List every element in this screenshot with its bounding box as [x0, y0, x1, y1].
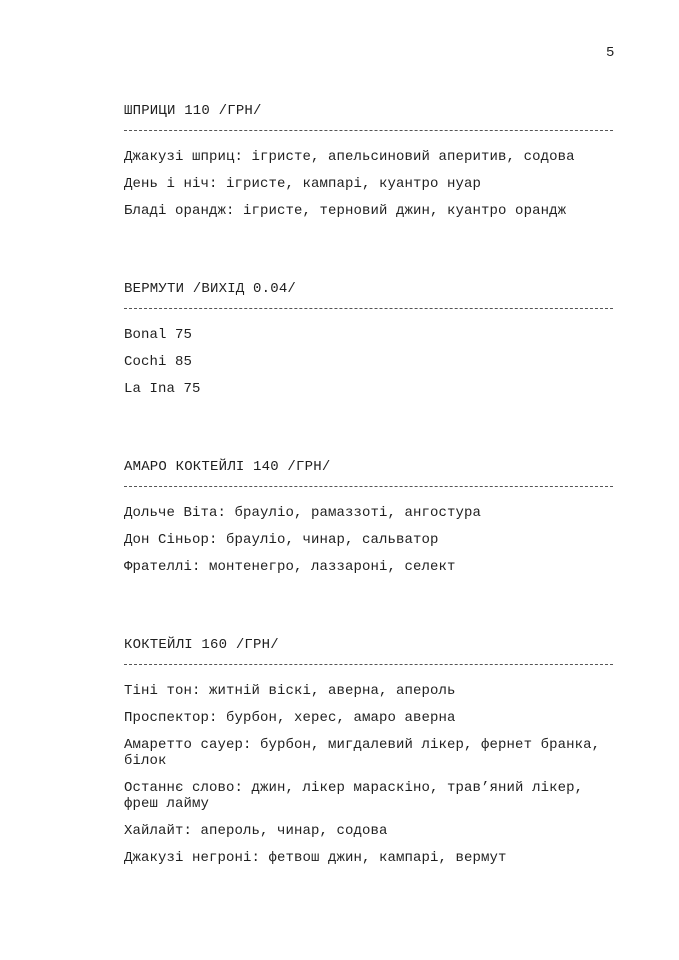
- menu-item: Проспектор: бурбон, херес, амаро аверна: [124, 710, 456, 726]
- section-title: КОКТЕЙЛІ 160 /ГРН/: [124, 637, 279, 653]
- item-list: [124, 683, 619, 866]
- menu-item: La Ina 75: [124, 381, 201, 397]
- menu-item: Останнє слово: джин, лікер мараскіно, трав’яний лікер, фреш лайму: [124, 780, 584, 812]
- menu-item: День і ніч: ігристе, кампарі, куантро нуар: [124, 176, 482, 192]
- section-title: АМАРО КОКТЕЙЛІ 140 /ГРН/: [124, 459, 331, 475]
- page-number: 5: [606, 45, 615, 61]
- section-vermouth: [124, 281, 619, 408]
- item-list: [124, 505, 619, 575]
- menu-item: Тіні тон: житній віскі, аверна, апероль: [124, 683, 456, 699]
- menu-item: Фрателлі: монтенегро, лаззароні, селект: [124, 559, 456, 575]
- menu-item: Bonal 75: [124, 327, 193, 343]
- section-spritz: [124, 103, 619, 230]
- dashed-divider: [124, 486, 613, 487]
- menu-item: Дон Сіньор: брауліо, чинар, сальватор: [124, 532, 439, 548]
- menu-item: Cochi 85: [124, 354, 193, 370]
- section-amaro-cocktails: [124, 459, 619, 586]
- section-title: ШПРИЦИ 110 /ГРН/: [124, 103, 262, 119]
- menu-item: Бладі орандж: ігристе, терновий джин, куантро орандж: [124, 203, 567, 219]
- menu-item: Амаретто сауер: бурбон, мигдалевий лікер, фернет бранка, білок: [124, 737, 601, 769]
- dashed-divider: [124, 308, 613, 309]
- menu-item: Джакузі шприц: ігристе, апельсиновий аперитив, содова: [124, 149, 575, 165]
- menu-item: Дольче Віта: брауліо, рамаззоті, ангостура: [124, 505, 482, 521]
- section-cocktails: [124, 637, 619, 877]
- menu-item: Хайлайт: апероль, чинар, содова: [124, 823, 388, 839]
- menu-item: Джакузі негроні: фетвош джин, кампарі, вермут: [124, 850, 507, 866]
- dashed-divider: [124, 664, 613, 665]
- item-list: [124, 327, 619, 397]
- dashed-divider: [124, 130, 613, 131]
- section-title: ВЕРМУТИ /ВИХІД 0.04/: [124, 281, 297, 297]
- item-list: [124, 149, 619, 219]
